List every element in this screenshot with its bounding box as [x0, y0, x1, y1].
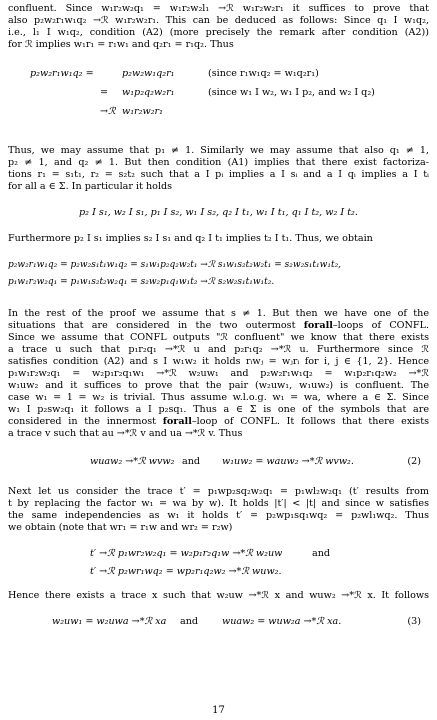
eq2-left: wuaw₂ →*ℛ wvw₂ [90, 456, 175, 467]
text-line: for ℛ implies w₁r₁ = r₁w₁ and q₂r₁ = r₁q₂. Thus [8, 39, 234, 50]
text-line: Since we assume that CONFL outputs "ℛ confluent" we know that there exists [8, 332, 429, 343]
eq2-right: w₁uw₂ = wauw₂ →*ℛ wvw₂. [222, 456, 354, 467]
text-line: In the rest of the proof we assume that s ≠ 1. But then we have one of the [8, 308, 429, 319]
text-line: Furthermore p₂ I s₁ implies s₂ I s₁ and q₂ I t₁ implies t₂ I t₁. Thus, we obtain [8, 233, 373, 244]
text-line: Thus, we may assume that p₁ ≠ 1. Similarly we may assume that also q₁ ≠ 1, [8, 145, 429, 156]
text-line: a trace v such that au →*ℛ v and ua →*ℛ v. Thus [8, 428, 243, 439]
tprime-line-2: t′ →ℛ p₂wr₁wq₂ = wp₂r₁q₂w₂ →*ℛ wuw₂. [90, 566, 282, 577]
text-line: Hence there exists a trace x such that w₂uw →*ℛ x and wuw₂ →*ℛ x. It follows [8, 590, 429, 601]
eq3-and: and [180, 616, 199, 627]
eq3-right: wuaw₂ = wuw₂a →*ℛ xa. [222, 616, 342, 627]
text-line: situations that are considered in the two outermost forall–loops of CONFL. [8, 320, 430, 331]
chain-row1-rhs: p₂w₂w₁q₂r₁ [122, 68, 175, 79]
text-line: w₁uw₂ and it suffices to prove that the pair (w₂uw₁, w₁uw₂) is confluent. The [8, 380, 429, 391]
text-line: also p₂w₂r₁w₁q₂ →ℛ w₁r₂w₂r₁. This can be deduced as follows: Since q₁ I w₁q₂, [8, 15, 429, 26]
chain-row1-note: (since r₁w₁q₂ = w₁q₂r₁) [208, 68, 319, 79]
text-line: p₁w₁r₂w₂q₁ = w₂p₁r₂q₁w₁ →*ℛ w₂uw₁ and p₂w₂r₁w₁q₂ = w₁p₂r₁q₂w₂ →*ℛ [8, 368, 429, 379]
text-line: case w₁ = 1 = w₂ is trivial. Thus assume w.l.o.g. w₁ = wa, where a ∈ Σ. Since [8, 392, 429, 403]
page-number: 17 [212, 705, 225, 716]
text-line: satisfies condition (A2) and s I w₁w₂ it holds rᵢwⱼ = wⱼrᵢ for i, j ∈ {1, 2}. Hence [8, 356, 429, 367]
text-line: i.e., l₁ I w₁q₂, condition (A2) (more precisely the remark after condition (A2)) [8, 27, 429, 38]
text-line: a trace u such that p₁r₂q₁ →*ℛ u and p₂r₁q₂ →*ℛ u. Furthermore since ℛ [8, 344, 429, 355]
chain-row2-rhs: w₁p₂q₂w₂r₁ [122, 87, 175, 98]
independence-line: p₂ I s₁, w₂ I s₁, p₁ I s₂, w₁ I s₂, q₂ I t₁, w₁ I t₁, q₁ I t₂, w₂ I t₂. [79, 207, 358, 218]
eq2-number: (2) [407, 456, 421, 467]
text-line: Next let us consider the trace t′ = p₁wp₂sq₂w₂q₁ = p₁wl₂w₂q₁ (t′ results from [8, 486, 429, 497]
chain-row2-note: (since w₁ I w₂, w₁ I p₂, and w₂ I q₂) [208, 87, 375, 98]
eq2-and: and [182, 456, 201, 467]
text-line: considered in the innermost forall–loop of CONFL. It follows that there exists [8, 416, 429, 427]
text-line: w₁ I p₂sw₂q₁ it follows a I p₂sq₁. Thus a ∈ Σ is one of the symbols that are [8, 404, 429, 415]
text-line: we obtain (note that wr₁ = r₁w and wr₂ = r₂w) [8, 522, 233, 533]
trace-equation-2: p₁w₁r₂w₂q₁ = p₁w₁s₂t₂w₂q₁ = s₂w₂p₁q₁w₁t₂ →ℛ s₂w₂s₁t₁w₁t₂. [8, 277, 275, 287]
eq3-number: (3) [407, 616, 421, 627]
chain-row3-rhs: w₁r₂w₂r₁ [122, 106, 163, 117]
tprime-and: and [312, 548, 331, 559]
keyword-forall: forall [303, 320, 333, 331]
text-line: p₂ ≠ 1, and q₂ ≠ 1. But then condition (A1) implies that there exist factoriza- [8, 157, 429, 168]
chain-row1-lhs: p₂w₂r₁w₁q₂ = [30, 68, 94, 79]
chain-row2-lhs: = [100, 87, 109, 98]
trace-equation-1: p₂w₂r₁w₁q₂ = p₂w₂s₁t₁w₁q₂ = s₁w₁p₂q₂w₂t₁ →ℛ s₁w₁s₂t₂w₂t₁ = s₂w₂s₁t₁w₁t₂, [8, 260, 342, 270]
chain-row3-lhs: →ℛ [100, 106, 116, 117]
tprime-line-1: t′ →ℛ p₁wr₂w₂q₁ = w₂p₁r₂q₁w →*ℛ w₂uw [90, 548, 283, 559]
keyword-forall: forall [162, 416, 192, 427]
text-line: t by replacing the factor w₁ = wa by w). It holds |t′| < |t| and since w satisfies [8, 498, 429, 509]
text-line: tions r₁ = s₁t₁, r₂ = s₂t₂ such that a I pᵢ implies a I sᵢ and a I qᵢ implies a I tᵢ [8, 169, 429, 180]
text-line: for all a ∈ Σ. In particular it holds [8, 181, 173, 192]
text-line: the same independencies as w₁ it holds t′ = p₂wp₁sq₁wq₂ = p₂wl₁wq₂. Thus [8, 510, 429, 521]
eq3-left: w₂uw₁ = w₂uwa →*ℛ xa [52, 616, 167, 627]
text-line: confluent. Since w₁r₂w₂q₁ = w₁r₂w₂l₁ →ℛ w₁r₂w₂r₁ it suffices to prove that [8, 3, 429, 14]
